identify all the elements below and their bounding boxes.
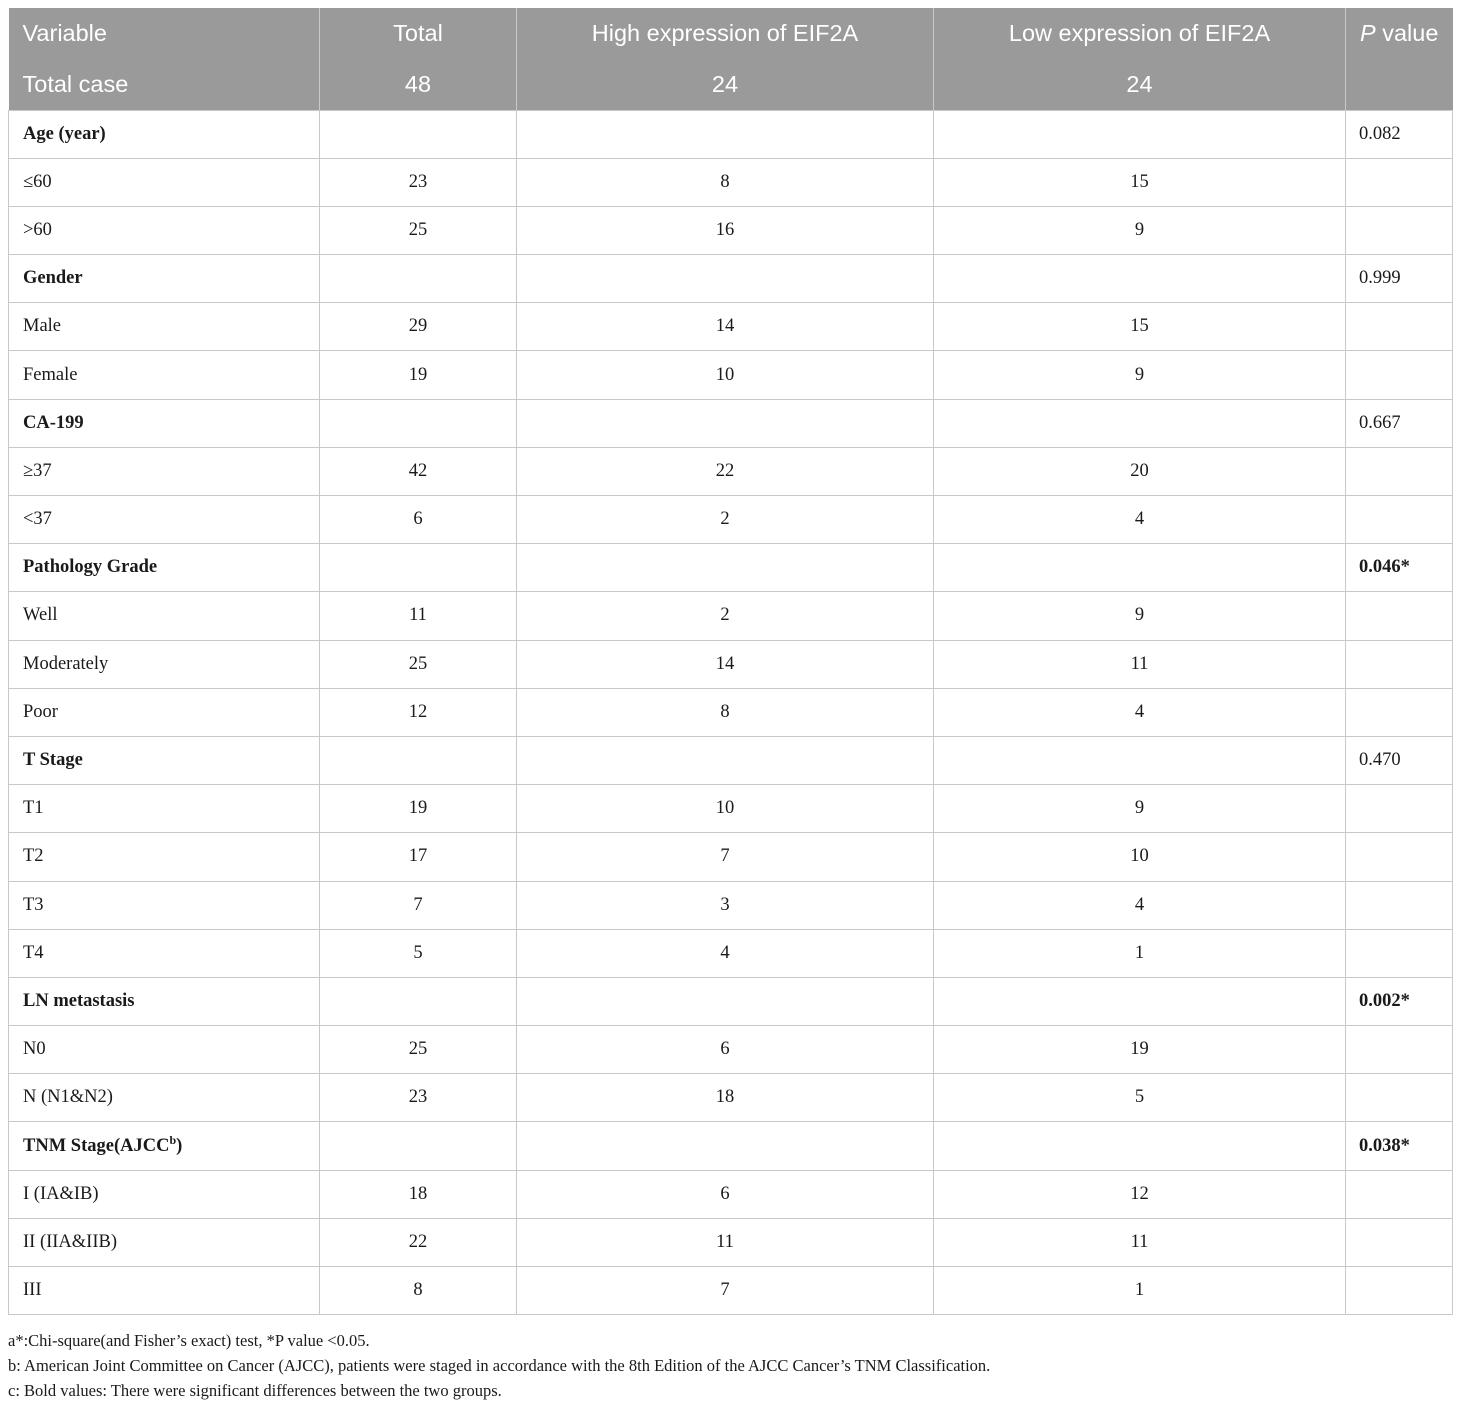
cell-total: 23 bbox=[320, 1074, 517, 1122]
cell-high: 7 bbox=[517, 833, 934, 881]
cell-low: 20 bbox=[934, 447, 1346, 495]
cell-high: 11 bbox=[517, 1218, 934, 1266]
cell-p-value bbox=[1346, 881, 1453, 929]
cell-total: 7 bbox=[320, 881, 517, 929]
variable-label bbox=[9, 1074, 320, 1122]
variable-text: T3 bbox=[23, 894, 44, 915]
cell-high bbox=[517, 399, 934, 447]
cell-high bbox=[517, 544, 934, 592]
cell-p-value bbox=[1346, 1026, 1453, 1074]
footnote-a: a*:Chi-square(and Fisher’s exact) test, *P value <0.05. bbox=[8, 1331, 370, 1350]
cell-p-value bbox=[1346, 592, 1453, 640]
cell-total: 25 bbox=[320, 640, 517, 688]
cell-low: 9 bbox=[934, 592, 1346, 640]
cell-total: 17 bbox=[320, 833, 517, 881]
variable-text: Gender bbox=[23, 268, 83, 289]
cell-high: 16 bbox=[517, 206, 934, 254]
group-row bbox=[9, 399, 1453, 447]
total-case-label: Total case bbox=[9, 59, 320, 110]
table-row bbox=[9, 158, 1453, 206]
cell-p-value bbox=[1346, 1218, 1453, 1266]
group-row bbox=[9, 110, 1453, 158]
variable-label bbox=[9, 929, 320, 977]
cell-total: 8 bbox=[320, 1267, 517, 1315]
cell-low: 1 bbox=[934, 929, 1346, 977]
variable-text: T1 bbox=[23, 798, 44, 819]
cell-total bbox=[320, 1122, 517, 1170]
variable-text: LN metastasis bbox=[23, 990, 135, 1011]
cell-p-value bbox=[1346, 785, 1453, 833]
variable-label bbox=[9, 206, 320, 254]
variable-label bbox=[9, 496, 320, 544]
table-row bbox=[9, 303, 1453, 351]
cell-total: 5 bbox=[320, 929, 517, 977]
table-row bbox=[9, 1026, 1453, 1074]
variable-text: CA-199 bbox=[23, 412, 84, 433]
data-table-container bbox=[8, 8, 1452, 1315]
cell-p-value bbox=[1346, 1074, 1453, 1122]
group-label bbox=[9, 255, 320, 303]
variable-text: Female bbox=[23, 364, 78, 385]
variable-label bbox=[9, 881, 320, 929]
header-high-expression: High expression of EIF2A bbox=[517, 8, 934, 59]
cell-p-value bbox=[1346, 929, 1453, 977]
group-label bbox=[9, 1122, 320, 1170]
eif2a-clinicopathological-table bbox=[8, 8, 1453, 1315]
cell-total: 25 bbox=[320, 206, 517, 254]
table-row bbox=[9, 833, 1453, 881]
cell-low bbox=[934, 110, 1346, 158]
variable-label bbox=[9, 1026, 320, 1074]
header-total: Total bbox=[320, 8, 517, 59]
variable-text: II (IIA&IIB) bbox=[23, 1231, 117, 1252]
cell-low: 11 bbox=[934, 1218, 1346, 1266]
cell-high: 18 bbox=[517, 1074, 934, 1122]
cell-total: 23 bbox=[320, 158, 517, 206]
cell-low: 4 bbox=[934, 881, 1346, 929]
variable-text: T2 bbox=[23, 846, 44, 867]
cell-total: 11 bbox=[320, 592, 517, 640]
variable-text: Male bbox=[23, 316, 62, 337]
cell-p-value bbox=[1346, 1170, 1453, 1218]
cell-low bbox=[934, 399, 1346, 447]
variable-text: ≤60 bbox=[23, 171, 52, 192]
header-low-expression: Low expression of EIF2A bbox=[934, 8, 1346, 59]
cell-high: 7 bbox=[517, 1267, 934, 1315]
cell-low: 10 bbox=[934, 833, 1346, 881]
variable-text: >60 bbox=[23, 219, 52, 240]
group-row bbox=[9, 255, 1453, 303]
cell-total: 18 bbox=[320, 1170, 517, 1218]
cell-p-value bbox=[1346, 158, 1453, 206]
variable-text: I (IA&IB) bbox=[23, 1183, 99, 1204]
cell-total bbox=[320, 736, 517, 784]
cell-total bbox=[320, 977, 517, 1025]
cell-p-value bbox=[1346, 206, 1453, 254]
cell-p-value: 0.082 bbox=[1346, 110, 1453, 158]
group-label bbox=[9, 977, 320, 1025]
variable-text: T Stage bbox=[23, 750, 83, 771]
variable-text: Pathology Grade bbox=[23, 557, 158, 578]
group-label bbox=[9, 399, 320, 447]
table-row bbox=[9, 881, 1453, 929]
variable-label bbox=[9, 640, 320, 688]
cell-high: 6 bbox=[517, 1026, 934, 1074]
variable-label bbox=[9, 158, 320, 206]
cell-low bbox=[934, 1122, 1346, 1170]
cell-low bbox=[934, 255, 1346, 303]
cell-high bbox=[517, 255, 934, 303]
variable-text: N0 bbox=[23, 1039, 46, 1060]
cell-low bbox=[934, 977, 1346, 1025]
table-row bbox=[9, 447, 1453, 495]
variable-label bbox=[9, 351, 320, 399]
header-variable: Variable bbox=[9, 8, 320, 59]
table-row bbox=[9, 1170, 1453, 1218]
variable-text-suffix: ) bbox=[176, 1135, 183, 1156]
variable-text: TNM Stage(AJCC bbox=[23, 1135, 170, 1156]
cell-total: 29 bbox=[320, 303, 517, 351]
cell-low bbox=[934, 736, 1346, 784]
cell-total: 6 bbox=[320, 496, 517, 544]
table-row bbox=[9, 785, 1453, 833]
cell-p-value bbox=[1346, 688, 1453, 736]
table-row bbox=[9, 1074, 1453, 1122]
total-case-row bbox=[9, 59, 1453, 110]
cell-low: 12 bbox=[934, 1170, 1346, 1218]
header-p-italic: P bbox=[1360, 20, 1376, 46]
table-header bbox=[9, 8, 1453, 110]
cell-high: 10 bbox=[517, 351, 934, 399]
cell-low: 15 bbox=[934, 303, 1346, 351]
cell-high: 22 bbox=[517, 447, 934, 495]
variable-label bbox=[9, 592, 320, 640]
variable-text: Moderately bbox=[23, 653, 109, 674]
cell-low: 4 bbox=[934, 688, 1346, 736]
cell-high: 8 bbox=[517, 688, 934, 736]
variable-label bbox=[9, 1218, 320, 1266]
variable-text: <37 bbox=[23, 509, 52, 530]
superscript-note: b bbox=[169, 1132, 177, 1147]
cell-high: 4 bbox=[517, 929, 934, 977]
cell-high: 3 bbox=[517, 881, 934, 929]
variable-label bbox=[9, 785, 320, 833]
cell-low bbox=[934, 544, 1346, 592]
variable-text: Well bbox=[23, 605, 58, 626]
cell-high: 14 bbox=[517, 640, 934, 688]
cell-low: 11 bbox=[934, 640, 1346, 688]
total-case-p bbox=[1346, 59, 1453, 110]
footnote-b: b: American Joint Committee on Cancer (AJCC), patients were staged in accordance with the 8th Edition of the AJCC Cancer’s TNM Classification. bbox=[8, 1356, 991, 1375]
cell-high: 8 bbox=[517, 158, 934, 206]
cell-p-value: 0.002* bbox=[1346, 977, 1453, 1025]
table-row bbox=[9, 351, 1453, 399]
header-p-value bbox=[1346, 8, 1453, 59]
cell-total: 42 bbox=[320, 447, 517, 495]
cell-total: 19 bbox=[320, 351, 517, 399]
variable-text: N (N1&N2) bbox=[23, 1087, 113, 1108]
cell-total bbox=[320, 110, 517, 158]
cell-high: 2 bbox=[517, 592, 934, 640]
cell-low: 19 bbox=[934, 1026, 1346, 1074]
table-row bbox=[9, 592, 1453, 640]
group-row bbox=[9, 736, 1453, 784]
variable-label bbox=[9, 1170, 320, 1218]
cell-total: 22 bbox=[320, 1218, 517, 1266]
header-row bbox=[9, 8, 1453, 59]
cell-p-value: 0.999 bbox=[1346, 255, 1453, 303]
group-label bbox=[9, 544, 320, 592]
variable-text: III bbox=[23, 1280, 42, 1301]
cell-low: 15 bbox=[934, 158, 1346, 206]
cell-p-value bbox=[1346, 351, 1453, 399]
group-row bbox=[9, 977, 1453, 1025]
table-row bbox=[9, 206, 1453, 254]
table-footnotes bbox=[8, 1328, 990, 1403]
cell-total: 12 bbox=[320, 688, 517, 736]
total-case-total: 48 bbox=[320, 59, 517, 110]
cell-high: 6 bbox=[517, 1170, 934, 1218]
variable-label bbox=[9, 447, 320, 495]
table-row bbox=[9, 640, 1453, 688]
variable-label bbox=[9, 833, 320, 881]
cell-high bbox=[517, 110, 934, 158]
cell-p-value bbox=[1346, 640, 1453, 688]
table-row bbox=[9, 1218, 1453, 1266]
cell-high bbox=[517, 1122, 934, 1170]
cell-p-value: 0.046* bbox=[1346, 544, 1453, 592]
cell-p-value: 0.038* bbox=[1346, 1122, 1453, 1170]
footnote-c: c: Bold values: There were significant differences between the two groups. bbox=[8, 1381, 502, 1400]
variable-label bbox=[9, 1267, 320, 1315]
table-row bbox=[9, 688, 1453, 736]
header-p-rest: value bbox=[1375, 20, 1439, 46]
cell-p-value: 0.667 bbox=[1346, 399, 1453, 447]
table-row bbox=[9, 929, 1453, 977]
cell-high: 10 bbox=[517, 785, 934, 833]
cell-low: 5 bbox=[934, 1074, 1346, 1122]
variable-text: Age (year) bbox=[23, 123, 106, 144]
group-row bbox=[9, 544, 1453, 592]
group-label bbox=[9, 110, 320, 158]
cell-p-value bbox=[1346, 833, 1453, 881]
cell-total bbox=[320, 544, 517, 592]
cell-high: 14 bbox=[517, 303, 934, 351]
cell-total bbox=[320, 255, 517, 303]
cell-low: 9 bbox=[934, 351, 1346, 399]
cell-p-value bbox=[1346, 1267, 1453, 1315]
cell-total: 25 bbox=[320, 1026, 517, 1074]
cell-p-value bbox=[1346, 303, 1453, 351]
cell-p-value bbox=[1346, 496, 1453, 544]
total-case-low: 24 bbox=[934, 59, 1346, 110]
table-body bbox=[9, 110, 1453, 1315]
cell-high bbox=[517, 736, 934, 784]
cell-low: 1 bbox=[934, 1267, 1346, 1315]
variable-text: ≥37 bbox=[23, 460, 52, 481]
variable-label bbox=[9, 303, 320, 351]
table-row bbox=[9, 496, 1453, 544]
cell-low: 9 bbox=[934, 785, 1346, 833]
cell-p-value bbox=[1346, 447, 1453, 495]
table-row bbox=[9, 1267, 1453, 1315]
cell-low: 4 bbox=[934, 496, 1346, 544]
cell-p-value: 0.470 bbox=[1346, 736, 1453, 784]
cell-high bbox=[517, 977, 934, 1025]
cell-total: 19 bbox=[320, 785, 517, 833]
total-case-high: 24 bbox=[517, 59, 934, 110]
group-label bbox=[9, 736, 320, 784]
cell-low: 9 bbox=[934, 206, 1346, 254]
variable-label bbox=[9, 688, 320, 736]
cell-high: 2 bbox=[517, 496, 934, 544]
variable-text: Poor bbox=[23, 701, 58, 722]
variable-text: T4 bbox=[23, 942, 44, 963]
cell-total bbox=[320, 399, 517, 447]
group-row bbox=[9, 1122, 1453, 1170]
